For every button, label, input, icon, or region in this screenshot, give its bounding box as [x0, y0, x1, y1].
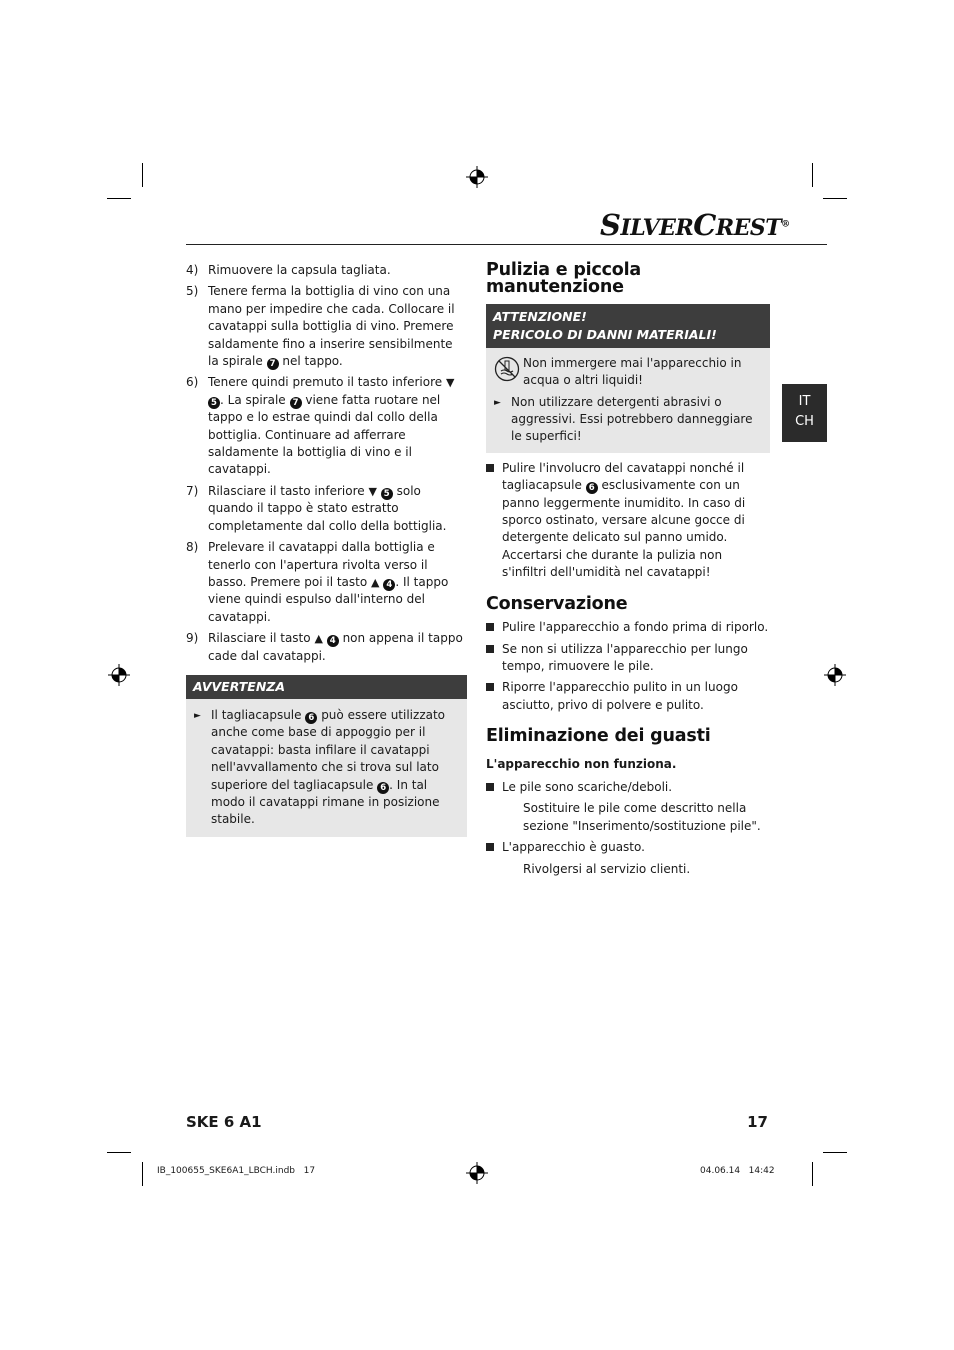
- solution-text: Rivolgersi al servizio clienti.: [523, 861, 691, 876]
- list-item: L'apparecchio è guasto.: [486, 839, 770, 856]
- part-number-icon: 4: [327, 635, 339, 647]
- step-9: 9) Rilasciare il tasto ▲ 4 non appena il tappo cade dal cavatappi.: [186, 631, 463, 663]
- step-5: 5) Tenere ferma la bottiglia di vino con una mano per impedire che cada. Collocare il cavatappi sulla bottiglia di vino. Premere saldamente fino a inserire sensibilmente la spirale 7 nel tappo.: [186, 284, 455, 370]
- part-number-icon: 5: [381, 488, 393, 500]
- step-6: 6) Tenere quindi premuto il tasto inferiore ▼ 5 . La spirale 7 viene fatta ruotare nel tappo e lo estrae quindi dal collo della bottiglia. Continuare ad afferrare saldamente la bottiglia di vino e il cavatappi.: [186, 375, 455, 477]
- crop-mark: [107, 198, 131, 199]
- note-heading: AVVERTENZA: [186, 675, 467, 699]
- list-item: Pulire l'involucro del cavatappi nonché il tagliacapsule 6 esclusivamente con un panno leggermente inumidito. In caso di sporco ostinato, versare alcune gocce di detergente delicato sul panno umido. Accertarsi che durante la pulizia non s'infiltri dell'umidità nel cavatappi!: [486, 460, 770, 582]
- problem-heading: L'apparecchio non funziona.: [486, 756, 677, 771]
- registration-mark-icon: [466, 1162, 488, 1184]
- up-button-icon: ▲: [371, 575, 380, 589]
- arrow-bullet-icon: ►: [194, 710, 201, 721]
- left-column: [186, 262, 467, 837]
- brand-logo: SILVERCREST®: [600, 208, 790, 242]
- square-bullet-icon: [486, 619, 502, 636]
- warning-box: ATTENZIONE! PERICOLO DI DANNI MATERIALI! Non immergere mai l'apparecchio in acqua o altri liquidi! ► Non utilizzare detergenti abrasivi o aggressivi. Essi potrebbero danneggiare le superfici!: [486, 304, 770, 453]
- solution-text: Sostituire le pile come descritto nella sezione "Inserimento/sostituzione pile".: [523, 801, 761, 833]
- registration-mark-icon: [824, 664, 846, 686]
- section-heading-troubleshooting: Eliminazione dei guasti: [486, 726, 711, 747]
- part-number-icon: 6: [586, 482, 598, 494]
- crop-mark: [812, 1162, 813, 1186]
- print-slug-date: 04.06.14 14:42: [700, 1166, 775, 1176]
- section-heading-cleaning: Pulizia e piccola manutenzione: [486, 260, 642, 298]
- language-tab: IT CH: [782, 384, 827, 442]
- crop-mark: [812, 163, 813, 187]
- down-button-icon: ▼: [445, 376, 455, 390]
- crop-mark: [142, 1162, 143, 1186]
- part-number-icon: 7: [290, 397, 302, 409]
- step-8: 8) Prelevare il cavatappi dalla bottiglia e tenerlo con l'apertura rivolta verso il basso. Premere poi il tasto ▲ 4 . Il tappo viene quindi espulso dall'interno del cavatappi.: [186, 540, 449, 624]
- part-number-icon: 5: [208, 397, 220, 409]
- section-heading-storage: Conservazione: [486, 593, 628, 614]
- part-number-icon: 7: [267, 358, 279, 370]
- step-4: 4) Rimuovere la capsula tagliata.: [186, 263, 391, 277]
- crop-mark: [823, 198, 847, 199]
- list-item: Riporre l'apparecchio pulito in un luogo asciutto, privo di polvere e pulito.: [486, 679, 770, 714]
- arrow-bullet-icon: ►: [494, 397, 501, 408]
- list-item: Se non si utilizza l'apparecchio per lungo tempo, rimuovere le pile.: [486, 641, 770, 676]
- part-number-icon: 6: [305, 712, 317, 724]
- crop-mark: [823, 1152, 847, 1153]
- registration-mark-icon: [108, 664, 130, 686]
- note-box: ► Il tagliacapsule 6 può essere utilizzato anche come base di appoggio per il cavatappi: basta infilare il cavatappi nell'avvallamento che si trova sul lato superiore del tagliacapsule 6 . In tal modo il cavatappi rimane in posizione stabile.: [186, 699, 467, 837]
- header-rule: [186, 244, 827, 245]
- page-number: 17: [747, 1113, 768, 1131]
- crop-mark: [142, 163, 143, 187]
- square-bullet-icon: [486, 460, 502, 582]
- step-7: 7) Rilasciare il tasto inferiore ▼ 5 solo quando il tappo è stato estratto completamente dal collo della bottiglia.: [186, 483, 447, 533]
- square-bullet-icon: [486, 779, 502, 796]
- part-number-icon: 4: [383, 579, 395, 591]
- list-item: Le pile sono scariche/deboli.: [486, 779, 770, 796]
- list-item: Pulire l'apparecchio a fondo prima di riporlo.: [486, 619, 770, 636]
- model-number: SKE 6 A1: [186, 1113, 262, 1131]
- part-number-icon: 6: [377, 782, 389, 794]
- square-bullet-icon: [486, 641, 502, 676]
- print-slug-file: IB_100655_SKE6A1_LBCH.indb 17: [157, 1166, 316, 1176]
- up-button-icon: ▲: [314, 632, 323, 646]
- down-button-icon: ▼: [368, 484, 377, 498]
- square-bullet-icon: [486, 839, 502, 856]
- crop-mark: [107, 1152, 131, 1153]
- no-immersion-icon: [494, 356, 520, 382]
- right-column: [486, 262, 770, 882]
- registration-mark-icon: [466, 166, 488, 188]
- square-bullet-icon: [486, 679, 502, 714]
